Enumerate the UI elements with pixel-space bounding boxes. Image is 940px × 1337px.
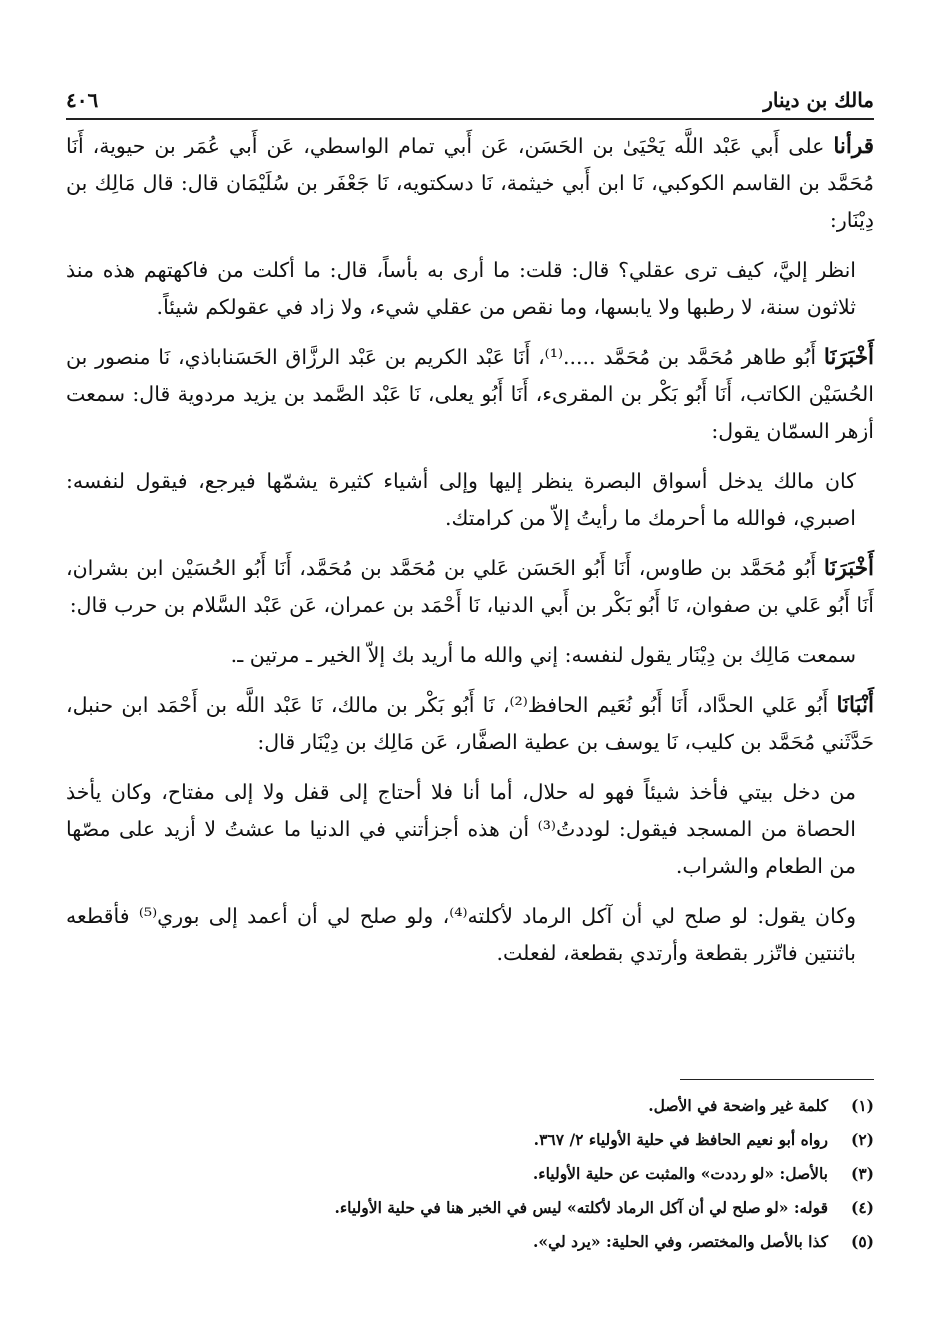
paragraph-lead: أَخْبَرَنَا bbox=[823, 345, 874, 370]
footnote-text: رواه أبو نعيم الحافظ في حلية الأولياء ٢/ ٣٦٧. bbox=[533, 1130, 828, 1149]
paragraph-lead: أَنْبَانَا bbox=[836, 693, 874, 718]
running-title: مالك بن دينار bbox=[763, 88, 874, 112]
footnotes bbox=[66, 1089, 874, 1259]
paragraph-text: انظر إليَّ، كيف ترى عقلي؟ قال: قلت: ما أرى به بأساً، قال: ما أكلت من فاكهتهم هذه منذ ثلاثون سنة، لا رطبها ولا يابسها، وما نقص من عقلي شيء، ولا زاد في عقولكم شيئاً. bbox=[66, 258, 856, 319]
paragraph-text: أَبُو عَلي الحدَّاد، أَنَا أَبُو نُعَيم الحافظ⁽²⁾، نَا أَبُو بَكْر بن مالك، نَا عَبْد اللَّه بن أَحْمَد ابن حنبل، حَدَّثَني مُحَمَّد بن كليب، نَا يوسف بن عطية الصفَّار، عَن مَالِك بن دِيْنَار قال: bbox=[66, 693, 874, 754]
paragraph-2 bbox=[66, 252, 874, 326]
paragraph-text: أَبُو طاهر مُحَمَّد بن مُحَمَّد .....⁽¹⁾، أَنَا عَبْد الكريم بن عَبْد الرزَّاق الحَسَناباذي، نَا منصور بن الحُسَيْن الكاتب، أَنَا أَبُو بَكْر بن المقرىء، أَنَا أَبُو يعلى، نَا عَبْد الصَّمد بن يزيد مردوية قال: سمعت أزهر السمّان يقول: bbox=[66, 345, 874, 443]
paragraph-4 bbox=[66, 463, 874, 537]
main-text bbox=[66, 128, 874, 985]
header-divider bbox=[66, 118, 874, 120]
footnote-number: (٥) bbox=[850, 1232, 874, 1251]
page-number: ٤٠٦ bbox=[66, 88, 99, 112]
paragraph-lead: أَخْبَرَنَا bbox=[823, 556, 874, 581]
paragraph-text: من دخل بيتي فأخذ شيئاً فهو له حلال، أما أنا فلا أحتاج إلى قفل ولا إلى مفتاح، وكان يأخذ الحصاة من المسجد فيقول: لوددتُ⁽³⁾ أن هذه أجزأتني في الدنيا ما عشتُ لا أزيد على مصّها من الطعام والشراب. bbox=[66, 780, 856, 878]
footnote-number: (٤) bbox=[850, 1198, 874, 1217]
paragraph-9 bbox=[66, 898, 874, 972]
paragraph-5 bbox=[66, 550, 874, 624]
paragraph-text: أَبُو مُحَمَّد بن طاوس، أَنَا أَبُو الحَسَن عَلي بن مُحَمَّد بن مُحَمَّد، أَنَا أَبُو الحُسَيْن ابن بشران، أَنَا أَبُو عَلي بن صفوان، نَا أَبُو بَكْر بن أَبي الدنيا، نَا أَحْمَد بن عمران، عَن عَبْد السَّلام بن حرب قال: bbox=[66, 556, 874, 617]
paragraph-6 bbox=[66, 637, 874, 674]
footnote-text: قوله: «لو صلح لي أن آكل الرماد لأكلته» ليس في الخبر هنا في حلية الأولياء. bbox=[334, 1198, 828, 1217]
footnote-item bbox=[66, 1225, 874, 1259]
footnote-item bbox=[66, 1123, 874, 1157]
paragraph-text: على أَبي عَبْد اللَّه يَحْيَىٰ بن الحَسَن، عَن أَبي تمام الواسطي، عَن أَبي عُمَر بن حيوية، أَنَا مُحَمَّد بن القاسم الكوكبي، نَا ابن أَبي خيثمة، نَا دسكتويه، نَا جَعْفَر بن سُلَيْمَان قال: قال مَالِك بن دِيْنَار: bbox=[66, 134, 874, 232]
footnote-item bbox=[66, 1191, 874, 1225]
paragraph-lead: قرأنا bbox=[833, 134, 874, 159]
paragraph-3 bbox=[66, 339, 874, 450]
footnote-text: كلمة غير واضحة في الأصل. bbox=[648, 1096, 828, 1115]
footnote-number: (٣) bbox=[850, 1164, 874, 1183]
footnote-number: (١) bbox=[850, 1096, 874, 1115]
paragraph-1 bbox=[66, 128, 874, 239]
footnote-text: بالأصل: «لو رددت» والمثبت عن حلية الأولياء. bbox=[532, 1164, 828, 1183]
footnote-number: (٢) bbox=[850, 1130, 874, 1149]
paragraph-text: كان مالك يدخل أسواق البصرة ينظر إليها وإلى أشياء كثيرة يشمّها فيرجع، فيقول لنفسه: اصبري، فوالله ما أحرمك ما رأيتُ إلاّ من كرامتك. bbox=[66, 469, 856, 530]
footnote-item bbox=[66, 1089, 874, 1123]
footnote-item bbox=[66, 1157, 874, 1191]
footnote-text: كذا بالأصل والمختصر، وفي الحلية: «يرد لي». bbox=[533, 1232, 828, 1251]
footnote-divider bbox=[680, 1079, 874, 1080]
page-header bbox=[66, 72, 874, 112]
paragraph-8 bbox=[66, 774, 874, 885]
paragraph-text: سمعت مَالِك بن دِيْنَار يقول لنفسه: إني والله ما أريد بك إلاّ الخير ـ مرتين ـ. bbox=[230, 643, 856, 667]
paragraph-text: وكان يقول: لو صلح لي أن آكل الرماد لأكلته⁽⁴⁾، ولو صلح لي أن أعمد إلى بوري⁽⁵⁾ فأقطعه باثنتين فاتّزر بقطعة وأرتدي بقطعة، لفعلت. bbox=[66, 904, 857, 965]
paragraph-7 bbox=[66, 687, 874, 761]
book-page bbox=[66, 0, 874, 1337]
